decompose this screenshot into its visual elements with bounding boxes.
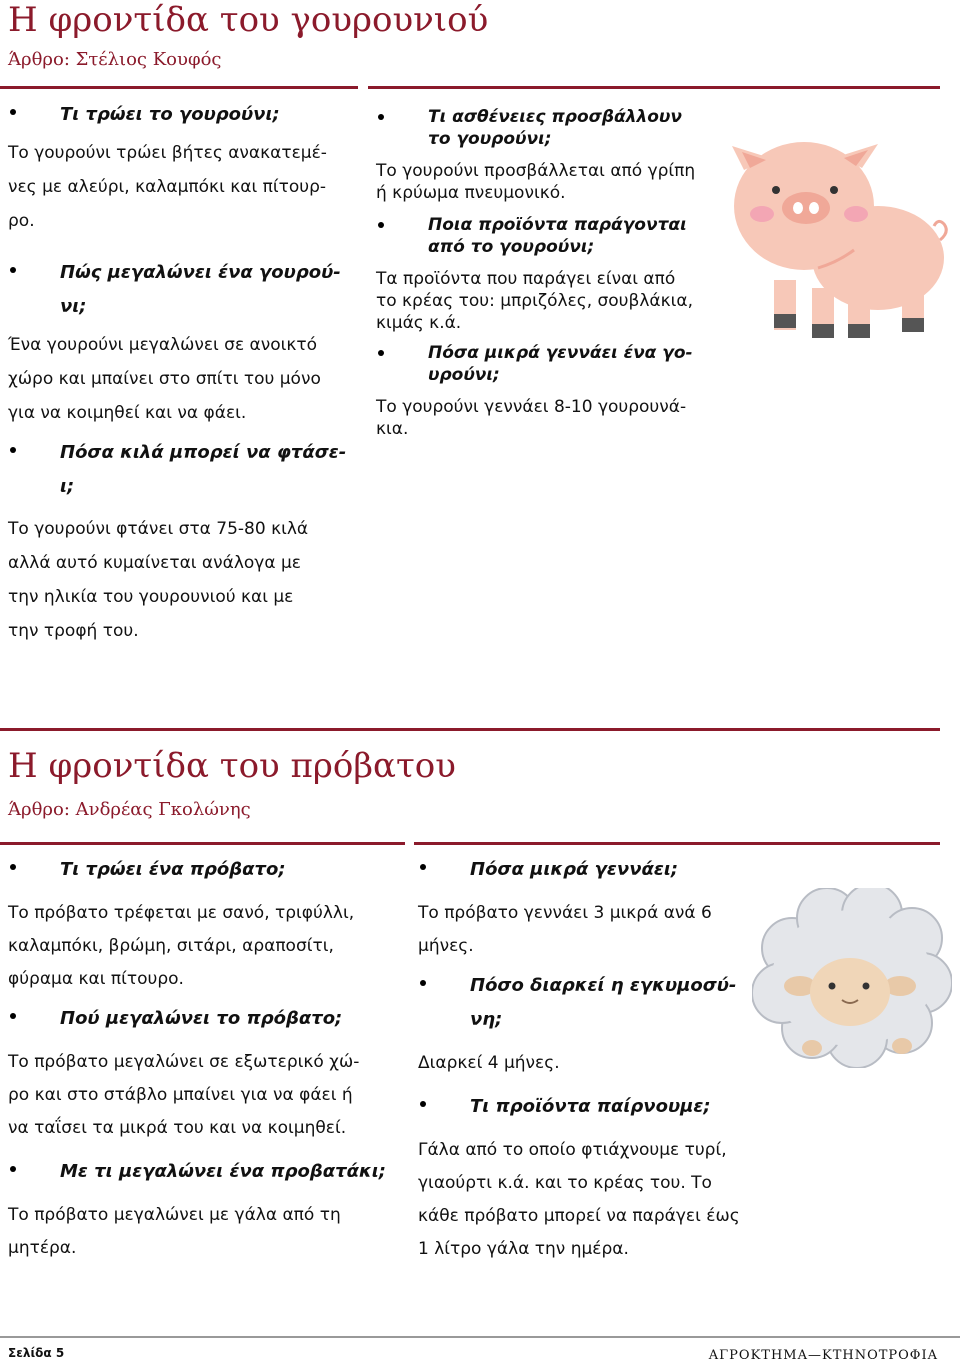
sheep-answer-pregnancy: Διαρκεί 4 μήνες. (418, 1053, 560, 1073)
sheep-question-products: Τι προϊόντα παίρνουμε; (418, 1090, 778, 1124)
sheep-question-pregnancy: Πόσο διαρκεί η εγκυμοσύ- νη; (418, 969, 778, 1037)
footer-divider (0, 1336, 960, 1338)
pig-answer-weight: Το γουρούνι φτάνει στα 75-80 κιλά αλλά αυτό κυμαίνεται ανάλογα με την ηλικία του γουρουνιού και με την τροφή του. (8, 519, 309, 641)
pig-right-divider (368, 86, 940, 89)
pig-question-food: Τι τρώει το γουρούνι; (8, 98, 348, 132)
pig-article-title: Η φροντίδα του γουρουνιού (8, 0, 489, 40)
pig-left-column (8, 98, 348, 648)
pig-question-diseases: Τι ασθένειες προσβάλλουν το γουρούνι; (376, 106, 726, 150)
sheep-right-column (418, 853, 778, 1266)
section-name: ΑΓΡΟΚΤΗΜΑ—ΚΤΗΝΟΤΡΟΦΙΑ (708, 1348, 938, 1362)
sheep-left-divider (0, 842, 405, 845)
sheep-article-title: Η φροντίδα του πρόβατου (8, 746, 456, 786)
sheep-top-divider (0, 728, 940, 731)
pig-question-weight: Πόσα κιλά μπορεί να φτάσε- ι; (8, 436, 348, 504)
sheep-right-divider (414, 842, 940, 845)
sheep-answer-lamb: Το πρόβατο μεγαλώνει με γάλα από τη μητέρα. (8, 1205, 341, 1258)
sheep-left-column (8, 853, 403, 1265)
pig-question-growth: Πώς μεγαλώνει ένα γουρού- νι; (8, 256, 348, 324)
pig-question-litter: Πόσα μικρά γεννάει ένα γο- υρούνι; (376, 342, 726, 386)
pig-answer-diseases: Το γουρούνι προσβάλλεται από γρίπη ή κρύωμα πνευμονικό. (376, 161, 696, 203)
sheep-answer-where: Το πρόβατο μεγαλώνει σε εξωτερικό χώ- ρο και στο στάβλο μπαίνει για να φάει ή να ταΐσει τα μικρά του και να κοιμηθεί. (8, 1052, 360, 1138)
sheep-answer-products: Γάλα από το οποίο φτιάχνουμε τυρί, γιαούρτι κ.ά. και το κρέας του. Το κάθε πρόβατο μπορεί να παράγει έως 1 λίτρο γάλα την ημέρα. (418, 1140, 740, 1259)
sheep-question-food: Τι τρώει ένα πρόβατο; (8, 853, 403, 887)
pig-answer-food: Το γουρούνι τρώει βήτες ανακατεμέ- νες με αλεύρι, καλαμπόκι και πίτουρ- ρο. (8, 143, 327, 231)
pig-left-divider (0, 86, 358, 89)
sheep-illustration-icon (752, 888, 952, 1068)
pig-middle-column (376, 106, 726, 440)
sheep-question-litter: Πόσα μικρά γεννάει; (418, 853, 778, 887)
sheep-answer-food: Το πρόβατο τρέφεται με σανό, τριφύλλι, καλαμπόκι, βρώμη, σιτάρι, αραποσίτι, φύραμα και πίτουρο. (8, 903, 355, 989)
page-number: Σελίδα 5 (8, 1346, 65, 1360)
pig-article-byline: Άρθρο: Στέλιος Κουφός (8, 49, 222, 70)
pig-answer-litter: Το γουρούνι γεννάει 8-10 γουρουνά- κια. (376, 397, 687, 439)
sheep-answer-litter: Το πρόβατο γεννάει 3 μικρά ανά 6 μήνες. (418, 903, 712, 956)
pig-answer-growth: Ένα γουρούνι μεγαλώνει σε ανοικτό χώρο και μπαίνει στο σπίτι του μόνο για να κοιμηθεί και να φάει. (8, 335, 321, 423)
sheep-question-where: Πού μεγαλώνει το πρόβατο; (8, 1002, 403, 1036)
sheep-question-lamb: Με τι μεγαλώνει ένα προβατάκι; (8, 1155, 403, 1189)
pig-answer-products: Τα προϊόντα που παράγει είναι από το κρέας του: μπριζόλες, σουβλάκια, κιμάς κ.ά. (376, 269, 694, 333)
pig-question-products: Ποια προϊόντα παράγονται από το γουρούνι; (376, 214, 726, 258)
pig-illustration-icon (728, 118, 950, 348)
sheep-article-byline: Άρθρο: Ανδρέας Γκολώνης (8, 799, 251, 820)
